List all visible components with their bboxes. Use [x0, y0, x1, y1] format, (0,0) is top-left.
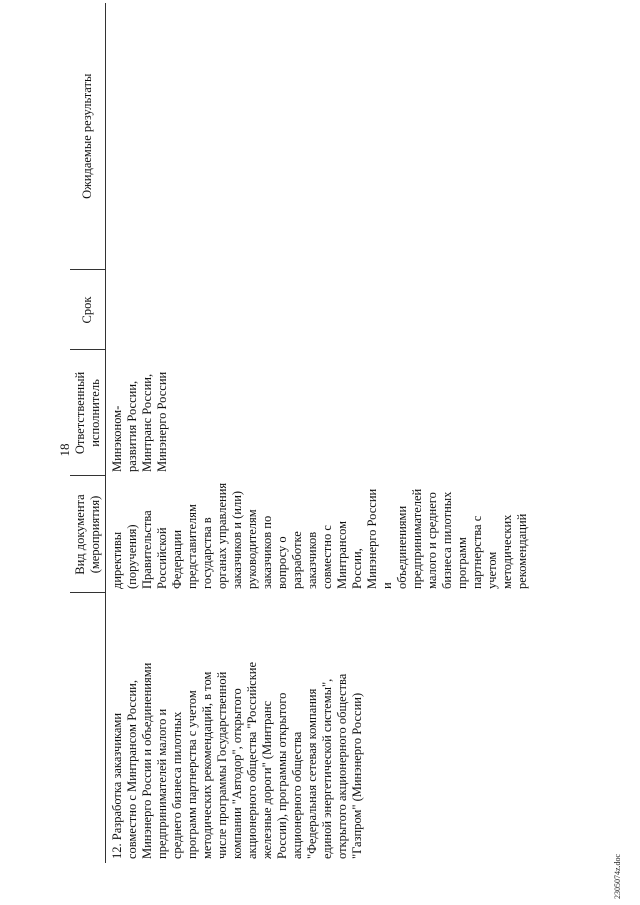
- measures-table: [70, 3, 625, 863]
- document-file-code: 2305074z.doc: [613, 853, 622, 899]
- header-deadline: Срок: [70, 270, 106, 350]
- header-expected-results: Ожидаемые результаты: [70, 3, 106, 270]
- header-document-type: Вид документа (мероприятия): [70, 476, 106, 593]
- header-responsible: Ответственный исполнитель: [70, 350, 106, 476]
- table-row: [106, 3, 626, 863]
- table-header-row: [70, 3, 106, 863]
- cell-expected-results: [106, 3, 626, 270]
- header-measure: [70, 593, 106, 863]
- cell-deadline: [106, 270, 626, 350]
- cell-responsible: Минэконом- развития России, Минтранс России, Минэнерго России: [110, 371, 169, 472]
- cell-document-type: директивы (поручения) Правительства Российской Федерации представителям государства в органах управления заказчиков и (или) руководителям заказчиков по вопросу о разработке заказчиков совместно с Минтрансом России, Минэнерго России и объединениями предпринимателей малого и среднего бизнеса пилотных программ партнерства с учетом методических рекомендаций: [110, 482, 529, 589]
- page-number: 18: [57, 443, 72, 457]
- cell-measure: 12. Разработка заказчиками совместно с Минтрансом России, Минэнерго России и объединениями предпринимателей малого и среднего бизнеса пилотных программ партнерства с учетом методических рекомендаций, в том числе программы Государственной компании "Автодор", открытого акционерного общества "Российские железные дороги" (Минтранс России), программы открытого акционерного общества "Федеральная сетевая компания единой энергетической системы", открытого акционерного общества "Газпром" (Минэнерго России): [110, 661, 364, 859]
